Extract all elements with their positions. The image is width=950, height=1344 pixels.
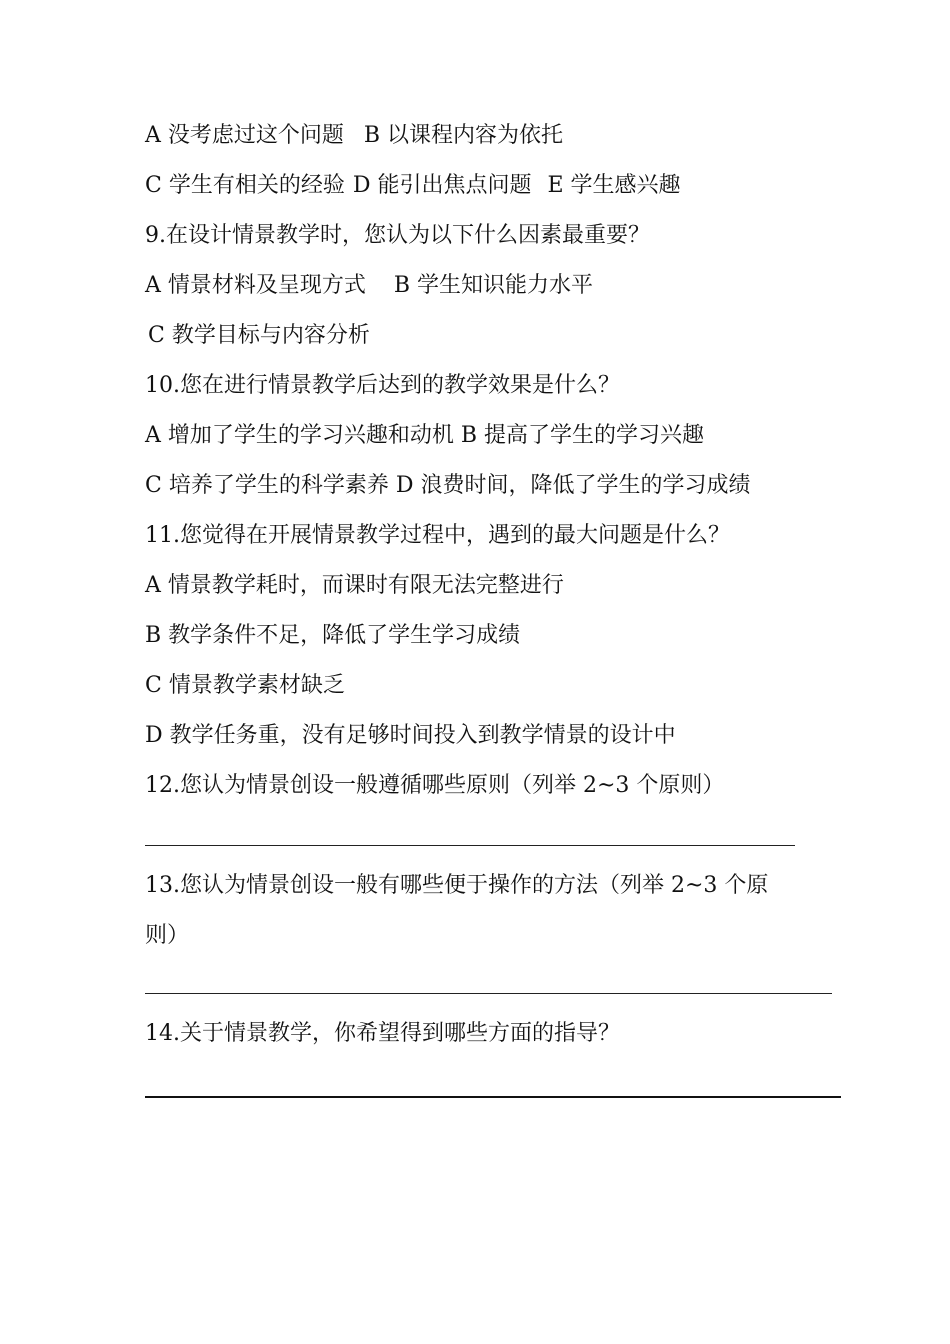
q8-options-row-2 (145, 171, 681, 201)
q13-question-line-1: 13.您认为情景创设一般有哪些便于操作的方法（列举 2~3 个原 (145, 873, 769, 898)
q8-option-b: B 以课程内容为依托 (363, 123, 564, 148)
q9-option-c: C 教学目标与内容分析 (148, 323, 370, 348)
q10-question: 10.您在进行情景教学后达到的教学效果是什么？ (145, 373, 620, 398)
q12-answer-blank[interactable] (145, 845, 795, 846)
q8-option-c: C 学生有相关的经验 (145, 173, 345, 198)
q9-options-row-1 (145, 271, 593, 301)
q14-question: 14.关于情景教学，你希望得到哪些方面的指导？ (145, 1021, 620, 1046)
q9-question: 9.在设计情景教学时，您认为以下什么因素最重要？ (145, 223, 650, 248)
q9-option-b: B 学生知识能力水平 (393, 273, 594, 298)
q11-option-b: B 教学条件不足，降低了学生学习成绩 (145, 623, 521, 648)
q11-option-a: A 情景教学耗时，而课时有限无法完整进行 (145, 573, 564, 598)
q10-options-cd: C 培养了学生的科学素养 D 浪费时间，降低了学生的学习成绩 (145, 473, 751, 498)
q14-answer-blank[interactable] (145, 1096, 841, 1098)
q11-option-c: C 情景教学素材缺乏 (145, 673, 345, 698)
q13-answer-blank[interactable] (145, 993, 832, 994)
q8-options-row-1 (145, 121, 563, 151)
q10-options-ab: A 增加了学生的学习兴趣和动机 B 提高了学生的学习兴趣 (145, 423, 705, 448)
q9-option-a: A 情景材料及呈现方式 (145, 273, 366, 298)
q13-question-line-2: 则） (145, 923, 190, 948)
q8-option-a: A 没考虑过这个问题 (145, 123, 344, 148)
q11-question: 11.您觉得在开展情景教学过程中，遇到的最大问题是什么？ (145, 523, 730, 548)
q8-option-e: E 学生感兴趣 (547, 173, 681, 198)
q11-option-d: D 教学任务重，没有足够时间投入到教学情景的设计中 (145, 723, 676, 748)
q12-question: 12.您认为情景创设一般遵循哪些原则（列举 2~3 个原则） (145, 773, 725, 798)
q8-option-d: D 能引出焦点问题 (352, 173, 532, 198)
